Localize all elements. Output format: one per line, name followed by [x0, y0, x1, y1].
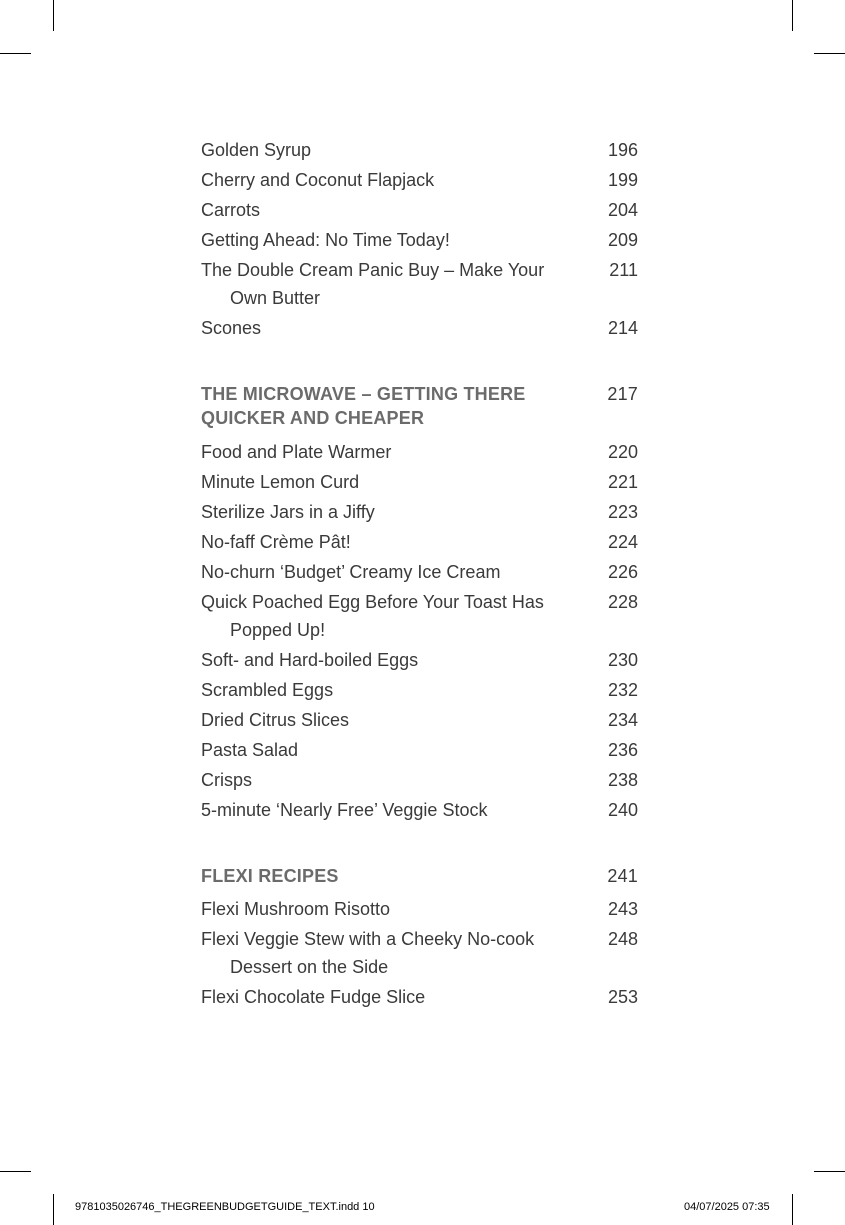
toc-entry: Sterilize Jars in a Jiffy 223 [201, 498, 638, 526]
toc-entry: Carrots 204 [201, 196, 638, 224]
toc-entry: Minute Lemon Curd 221 [201, 468, 638, 496]
toc-entry: No-churn ‘Budget’ Creamy Ice Cream 226 [201, 558, 638, 586]
section-heading: THE MICROWAVE – GETTING THERE QUICKER AND CHEAPER 217 [201, 384, 638, 428]
crop-mark [53, 1194, 54, 1225]
crop-mark [792, 0, 793, 31]
toc-entry: Soft- and Hard-boiled Eggs 230 [201, 646, 638, 674]
page-number: 230 [607, 650, 638, 670]
toc-entry: No-faff Crème Pât! 224 [201, 528, 638, 556]
page-number: 209 [607, 230, 638, 250]
slug-filename: 9781035026746_THEGREENBUDGETGUIDE_TEXT.indd 10 [75, 1201, 375, 1213]
page-number: 228 [607, 592, 638, 612]
crop-mark [814, 1171, 845, 1172]
toc-entry: Cherry and Coconut Flapjack 199 [201, 166, 638, 194]
toc-entry: Quick Poached Egg Before Your Toast Has Popped Up! 228 [201, 588, 638, 644]
section-heading: FLEXI RECIPES 241 [201, 866, 638, 886]
crop-mark [53, 0, 54, 31]
slug-datetime: 04/07/2025 07:35 [684, 1201, 770, 1213]
page-number: 214 [607, 318, 638, 338]
toc-entry: Food and Plate Warmer 220 [201, 438, 638, 466]
page-number: 211 [609, 260, 638, 280]
toc-entry: Golden Syrup 196 [201, 136, 638, 164]
page-number: 241 [607, 866, 638, 886]
page-number: 234 [607, 710, 638, 730]
page-number: 248 [607, 929, 638, 949]
page-number: 236 [607, 740, 638, 760]
toc-entry: Pasta Salad 236 [201, 736, 638, 764]
page-number: 223 [607, 502, 638, 522]
page-number: 253 [607, 987, 638, 1007]
page-number: 217 [607, 384, 638, 404]
crop-mark [792, 1194, 793, 1225]
toc-entry: The Double Cream Panic Buy – Make Your Own Butter 211 [201, 256, 638, 312]
toc-entry: Flexi Chocolate Fudge Slice 253 [201, 983, 638, 1011]
toc-entry: 5-minute ‘Nearly Free’ Veggie Stock 240 [201, 796, 638, 824]
toc-entry: Flexi Mushroom Risotto 243 [201, 895, 638, 923]
toc-entry: Getting Ahead: No Time Today! 209 [201, 226, 638, 254]
crop-mark [814, 53, 845, 54]
page-number: 240 [607, 800, 638, 820]
page-number: 204 [607, 200, 638, 220]
toc-entry: Scones 214 [201, 314, 638, 342]
toc-entry: Flexi Veggie Stew with a Cheeky No-cook Dessert on the Side 248 [201, 925, 638, 981]
toc-entry: Scrambled Eggs 232 [201, 676, 638, 704]
page-number: 221 [607, 472, 638, 492]
toc-entry: Dried Citrus Slices 234 [201, 706, 638, 734]
page-number: 220 [607, 442, 638, 462]
page-number: 196 [607, 140, 638, 160]
page-number: 232 [607, 680, 638, 700]
crop-mark [0, 1171, 31, 1172]
page-number: 238 [607, 770, 638, 790]
page-number: 226 [607, 562, 638, 582]
page-number: 243 [607, 899, 638, 919]
page-number: 199 [607, 170, 638, 190]
page-number: 224 [607, 532, 638, 552]
crop-mark [0, 53, 31, 54]
toc-entry: Crisps 238 [201, 766, 638, 794]
